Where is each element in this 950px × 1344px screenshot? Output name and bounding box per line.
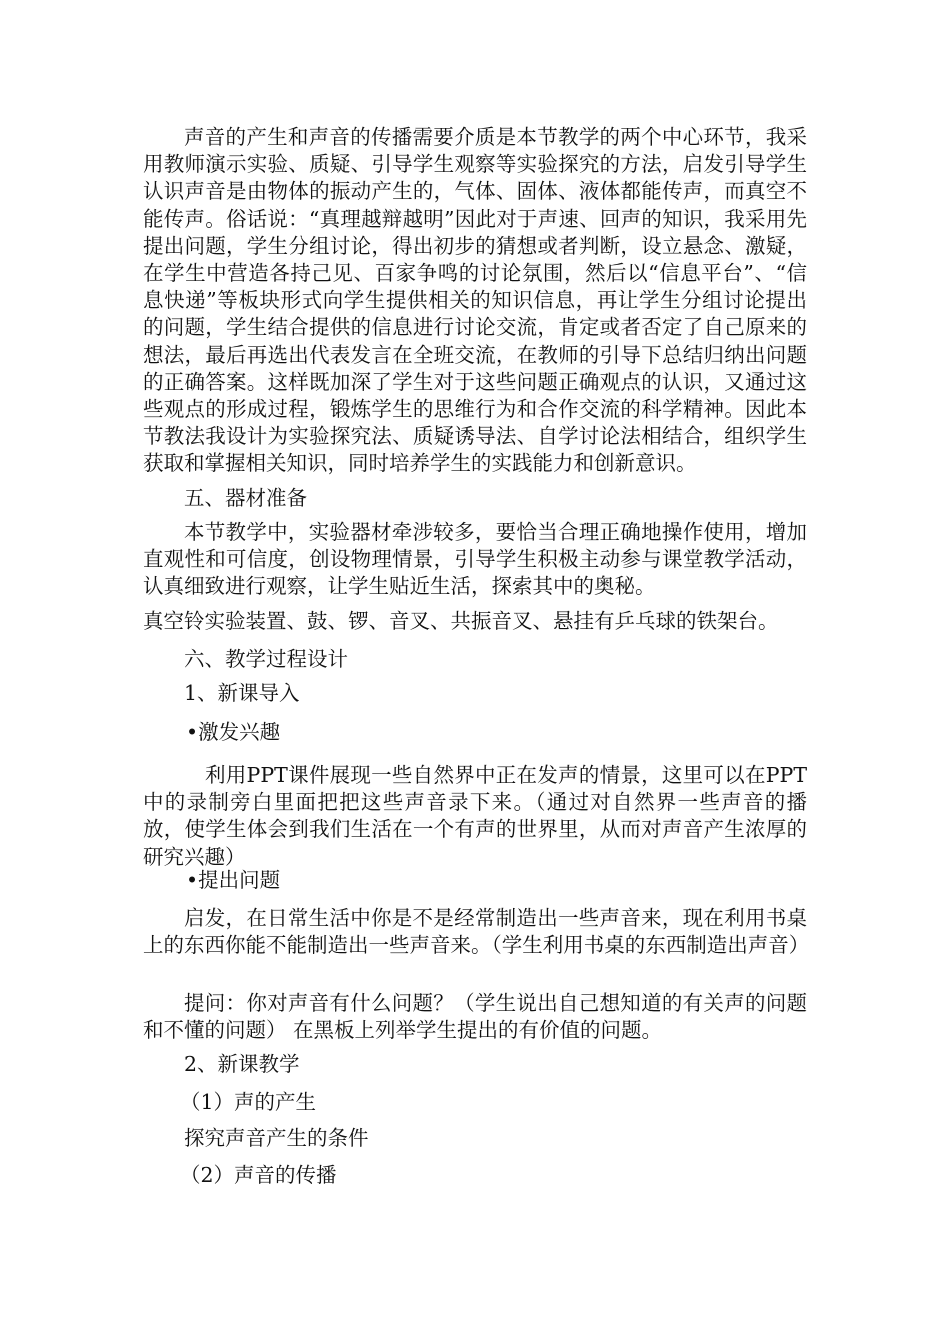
heading-teaching-process: 六、教学过程设计 (184, 647, 348, 671)
paragraph-question: 提问：你对声音有什么问题？（学生说出自己想知道的有关声的问题和不懂的问题） 在黑板上列举学生提出的有价值的问题。 (143, 991, 807, 1043)
paragraph-equipment-intro: 本节教学中，实验器材牵涉较多，要恰当合理正确地操作使用，增加直观性和可信度，创设物理情景，引导学生积极主动参与课堂教学活动，认真细致进行观察，让学生贴近生活，探索其中的奥秘。 (143, 520, 807, 599)
paragraph-teaching-method: 声音的产生和声音的传播需要介质是本节教学的两个中心环节，我采用教师演示实验、质疑、引导学生观察等实验探究的方法，启发引导学生认识声音是由物体的振动产生的，气体、固体、液体都能传声，而真空不能传声。俗话说：“真理越辩越明”因此对于声速、回声的知识，我采用先提出问题，学生分组讨论，得出初步的猜想或者判断，设立悬念、激疑，在学生中营造各持己见、百家争鸣的讨论氛围，然后以“信息平台”、“信息快递”等板块形式向学生提供相关的知识信息，再让学生分组讨论提出的问题，学生结合提供的信息进行讨论交流，肯定或者否定了自己原来的想法，最后再选出代表发言在全班交流，在教师的引导下总结归纳出问题的正确答案。这样既加深了学生对于这些问题正确观点的认识，又通过这些观点的形成过程，锻炼学生的思维行为和合作交流的科学精神。因此本节教法我设计为实验探究法、质疑诱导法、自学讨论法相结合，组织学生获取和掌握相关知识，同时培养学生的实践能力和创新意识。 (143, 125, 807, 476)
item-sound-production: （1）声的产生 (180, 1090, 317, 1114)
heading-equipment-preparation: 五、器材准备 (184, 486, 307, 510)
text-explore-sound-conditions: 探究声音产生的条件 (184, 1126, 369, 1150)
bullet-raise-questions: •提出问题 (186, 868, 281, 892)
bullet-stimulate-interest: •激发兴趣 (186, 720, 281, 744)
heading-new-lesson: 2、新课教学 (184, 1052, 300, 1076)
paragraph-equipment-list: 真空铃实验装置、鼓、锣、音叉、共振音叉、悬挂有乒乓球的铁架台。 (143, 609, 779, 633)
item-sound-propagation: （2）声音的传播 (180, 1163, 337, 1187)
paragraph-inspire: 启发，在日常生活中你是不是经常制造出一些声音来，现在利用书桌上的东西你能不能制造出一些声音来。（学生利用书桌的东西制造出声音） (143, 906, 810, 958)
heading-lesson-intro: 1、新课导入 (184, 681, 300, 705)
paragraph-ppt: 利用PPT课件展现一些自然界中正在发声的情景，这里可以在PPT中的录制旁白里面把把这些声音录下来。（通过对自然界一些声音的播放，使学生体会到我们生活在一个有声的世界里，从而对声音产生浓厚的研究兴趣） (143, 763, 807, 869)
